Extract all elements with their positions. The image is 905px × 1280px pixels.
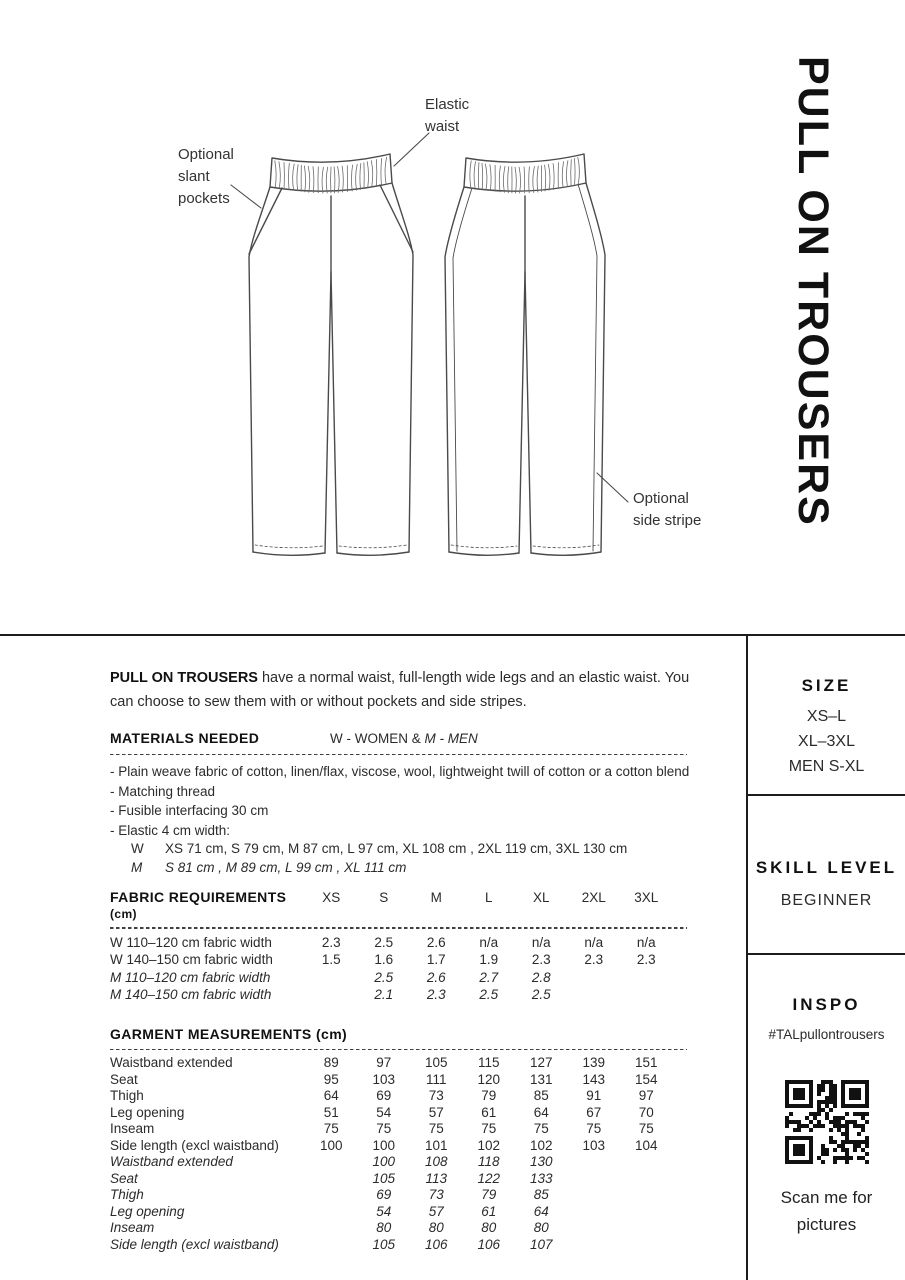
legend-men: M - MEN <box>424 731 478 746</box>
table-row <box>110 969 715 987</box>
dashed-separator <box>110 754 687 755</box>
cell-value: 85 <box>533 1088 549 1104</box>
size-range-men: MEN S-XL <box>788 758 865 775</box>
dashed-separator <box>110 1049 687 1050</box>
size-column-header: 3XL <box>634 890 659 906</box>
inspo-hashtag: #TALpullontrousers <box>768 1027 885 1042</box>
cell-value: 2.3 <box>584 952 604 968</box>
cell-value: 130 <box>529 1154 553 1170</box>
cell-value: 111 <box>425 1071 447 1087</box>
materials-legend <box>330 731 478 746</box>
cell-value: 57 <box>428 1104 444 1120</box>
page-title-vertical: PULL ON TROUSERS <box>789 56 837 527</box>
table-row <box>110 951 715 969</box>
table-row <box>110 986 715 1004</box>
slant-pockets-label-line3: pockets <box>178 190 230 207</box>
cell-value: 2.3 <box>426 987 446 1003</box>
row-label: M 110–120 cm fabric width <box>110 969 271 985</box>
row-label: M 140–150 cm fabric width <box>110 987 272 1003</box>
cell-value: 97 <box>376 1055 392 1071</box>
size-column-header: M <box>430 890 442 906</box>
table-row <box>110 1154 715 1171</box>
qr-caption <box>748 1184 905 1238</box>
cell-value: 2.5 <box>374 969 394 985</box>
table-row <box>110 1055 715 1072</box>
cell-value: 73 <box>428 1088 444 1104</box>
cell-value: 2.6 <box>426 969 446 985</box>
cell-value: 80 <box>481 1220 497 1236</box>
cell-value: 91 <box>586 1088 602 1104</box>
cell-value: 54 <box>376 1104 392 1120</box>
cell-value: 64 <box>533 1104 549 1120</box>
materials-list-item: - Fusible interfacing 30 cm <box>110 803 269 819</box>
cell-value: 2.5 <box>479 987 499 1003</box>
materials-list <box>110 762 715 840</box>
garment-measurements-section <box>110 1026 715 1253</box>
cell-value: 73 <box>428 1187 444 1203</box>
cell-value: 2.3 <box>321 934 341 950</box>
cell-value: 108 <box>424 1154 448 1170</box>
cell-value: 97 <box>638 1088 654 1104</box>
cell-value: 100 <box>372 1154 396 1170</box>
row-label: Thigh <box>110 1187 144 1203</box>
table-row <box>110 1088 715 1105</box>
elastic-size-row <box>110 840 715 859</box>
row-label: Seat <box>110 1170 138 1186</box>
cell-value: 75 <box>376 1121 392 1137</box>
table-row <box>110 1187 715 1204</box>
fabric-header-row <box>110 889 715 921</box>
cell-value: 54 <box>376 1203 392 1219</box>
side-stripe-label <box>633 488 701 532</box>
row-label: Side length (excl waistband) <box>110 1236 279 1252</box>
slant-pockets-label-line1: Optional <box>178 146 234 163</box>
trousers-technical-drawing <box>0 0 760 634</box>
cell-value: 133 <box>529 1170 553 1186</box>
cell-value: 1.5 <box>321 952 341 968</box>
row-label: Leg opening <box>110 1203 185 1219</box>
fabric-heading-text: FABRIC REQUIREMENTS <box>110 889 287 906</box>
row-label: W 140–150 cm fabric width <box>110 952 273 968</box>
row-label: Thigh <box>110 1088 144 1104</box>
cell-value: 79 <box>481 1187 497 1203</box>
cell-value: 102 <box>477 1137 501 1153</box>
intro-bold: PULL ON TROUSERS <box>110 670 258 686</box>
cell-value: 102 <box>529 1137 553 1153</box>
garment-heading: GARMENT MEASUREMENTS (cm) <box>110 1025 348 1042</box>
elastic-row-values: S 81 cm , M 89 cm, L 99 cm , XL 111 cm <box>165 859 407 875</box>
size-column-header: XL <box>532 890 550 906</box>
cell-value: n/a <box>584 934 604 950</box>
cell-value: 2.5 <box>374 934 394 950</box>
cell-value: 57 <box>428 1203 444 1219</box>
cell-value: 100 <box>372 1137 396 1153</box>
cell-value: 2.3 <box>636 952 656 968</box>
cell-value: 103 <box>372 1071 396 1087</box>
dashed-separator <box>110 927 687 928</box>
row-label: Waistband extended <box>110 1055 233 1071</box>
inspo-section <box>748 955 905 1280</box>
trousers-flat-sketch <box>0 0 760 634</box>
right-sidebar <box>748 636 905 1280</box>
materials-list-item: - Matching thread <box>110 783 216 799</box>
table-row <box>110 1220 715 1237</box>
size-range-women: XS–L <box>806 708 847 725</box>
skill-level-value: BEGINNER <box>780 892 873 909</box>
cell-value: 105 <box>424 1055 448 1071</box>
cell-value: 101 <box>424 1137 448 1153</box>
cell-value: 80 <box>428 1220 444 1236</box>
fabric-heading-unit: (cm) <box>110 907 137 922</box>
size-heading: SIZE <box>801 676 852 695</box>
table-row <box>110 1171 715 1188</box>
cell-value: 89 <box>323 1055 339 1071</box>
fabric-requirements-section <box>110 889 715 1003</box>
cell-value: 151 <box>634 1055 658 1071</box>
cell-value: 106 <box>477 1236 501 1252</box>
elastic-waist-label-line2: waist <box>425 118 460 135</box>
cell-value: 105 <box>372 1236 396 1252</box>
side-stripe-label-line2: side stripe <box>633 512 702 529</box>
cell-value: 104 <box>634 1137 658 1153</box>
elastic-waist-label <box>425 94 469 138</box>
cell-value: 154 <box>634 1071 658 1087</box>
size-column-header: XS <box>322 890 341 906</box>
table-row <box>110 1204 715 1221</box>
qr-code-image <box>785 1080 869 1164</box>
garment-table-body <box>110 1055 715 1253</box>
cell-value: 122 <box>477 1170 501 1186</box>
cell-value: 79 <box>481 1088 497 1104</box>
row-label: Side length (excl waistband) <box>110 1137 279 1153</box>
cell-value: 2.7 <box>479 969 499 985</box>
cell-value: 103 <box>582 1137 606 1153</box>
cell-value: 80 <box>533 1220 549 1236</box>
cell-value: 70 <box>638 1104 654 1120</box>
elastic-row-key: W <box>131 841 144 857</box>
cell-value: n/a <box>531 934 551 950</box>
cell-value: 127 <box>529 1055 553 1071</box>
cell-value: 61 <box>481 1203 497 1219</box>
elastic-row-values: XS 71 cm, S 79 cm, M 87 cm, L 97 cm, XL 108 cm , 2XL 119 cm, 3XL 130 cm <box>165 841 628 857</box>
row-label: Seat <box>110 1071 138 1087</box>
leader-elastic-waist <box>394 133 429 166</box>
materials-heading: MATERIALS NEEDED <box>110 730 260 746</box>
row-label: Inseam <box>110 1220 155 1236</box>
cell-value: 75 <box>586 1121 602 1137</box>
size-range-women-plus: XL–3XL <box>798 733 855 750</box>
side-stripe-label-line1: Optional <box>633 490 689 507</box>
cell-value: 120 <box>477 1071 501 1087</box>
cell-value: 113 <box>425 1170 448 1186</box>
cell-value: 69 <box>376 1187 392 1203</box>
inspo-heading: INSPO <box>792 995 861 1014</box>
legend-women: W - WOMEN & <box>330 731 425 746</box>
qr-code <box>785 1080 869 1164</box>
cell-value: 115 <box>477 1055 500 1071</box>
cell-value: 69 <box>376 1088 392 1104</box>
cell-value: 75 <box>481 1121 497 1137</box>
cell-value: 118 <box>477 1154 500 1170</box>
fabric-heading <box>110 889 305 921</box>
cell-value: 1.7 <box>426 952 446 968</box>
skill-heading: SKILL LEVEL <box>755 858 898 877</box>
cell-value: 95 <box>323 1071 339 1087</box>
cell-value: 2.6 <box>426 934 446 950</box>
slant-pockets-label-line2: slant <box>178 168 210 185</box>
cell-value: 64 <box>323 1088 339 1104</box>
qr-caption-line1: Scan me for <box>780 1188 873 1207</box>
cell-value: 107 <box>529 1236 553 1252</box>
table-row <box>110 1237 715 1254</box>
cell-value: 2.1 <box>374 987 394 1003</box>
qr-caption-line2: pictures <box>796 1215 857 1234</box>
cell-value: 75 <box>638 1121 654 1137</box>
size-column-header: L <box>484 890 493 906</box>
size-column-header: 2XL <box>581 890 606 906</box>
materials-heading-row <box>110 730 715 746</box>
elastic-size-row <box>110 859 715 878</box>
materials-list-item: - Elastic 4 cm width: <box>110 822 231 838</box>
table-row <box>110 934 715 952</box>
cell-value: 75 <box>533 1121 549 1137</box>
cell-value: 2.8 <box>531 969 551 985</box>
fabric-table-body <box>110 934 715 1004</box>
cell-value: 2.3 <box>531 952 551 968</box>
table-row <box>110 1121 715 1138</box>
row-label: Leg opening <box>110 1104 185 1120</box>
cell-value: 143 <box>582 1071 606 1087</box>
cell-value: n/a <box>479 934 499 950</box>
elastic-row-key: M <box>131 859 143 875</box>
size-section <box>748 636 905 796</box>
cell-value: 51 <box>323 1104 339 1120</box>
size-column-header: S <box>379 890 389 906</box>
cell-value: 61 <box>481 1104 497 1120</box>
main-content <box>110 634 715 1253</box>
cell-value: 75 <box>428 1121 444 1137</box>
table-row <box>110 1138 715 1155</box>
slant-pockets-label <box>178 144 234 210</box>
table-row <box>110 1072 715 1089</box>
intro-text: have a normal waist, full-length wide legs and an elastic waist. You can choose to sew them with or without pockets and side stripes. <box>110 670 690 710</box>
row-label: Inseam <box>110 1121 155 1137</box>
cell-value: 67 <box>586 1104 602 1120</box>
cell-value: n/a <box>636 934 656 950</box>
elastic-size-rows <box>110 840 715 877</box>
cell-value: 105 <box>372 1170 396 1186</box>
cell-value: 131 <box>529 1071 553 1087</box>
cell-value: 64 <box>533 1203 549 1219</box>
cell-value: 139 <box>582 1055 606 1071</box>
cell-value: 80 <box>376 1220 392 1236</box>
table-row <box>110 1105 715 1122</box>
leader-slant-pockets <box>231 185 261 208</box>
materials-list-item: - Plain weave fabric of cotton, linen/flax, viscose, wool, lightweight twill of cotton or a cotton blend <box>110 764 690 780</box>
cell-value: 85 <box>533 1187 549 1203</box>
cell-value: 100 <box>319 1137 343 1153</box>
cell-value: 75 <box>323 1121 339 1137</box>
intro-paragraph <box>110 666 715 714</box>
cell-value: 1.6 <box>374 952 394 968</box>
skill-section <box>748 796 905 955</box>
row-label: W 110–120 cm fabric width <box>110 934 272 950</box>
cell-value: 106 <box>424 1236 448 1252</box>
elastic-waist-label-line1: Elastic <box>425 96 470 113</box>
row-label: Waistband extended <box>110 1154 233 1170</box>
cell-value: 2.5 <box>531 987 551 1003</box>
cell-value: 1.9 <box>479 952 499 968</box>
